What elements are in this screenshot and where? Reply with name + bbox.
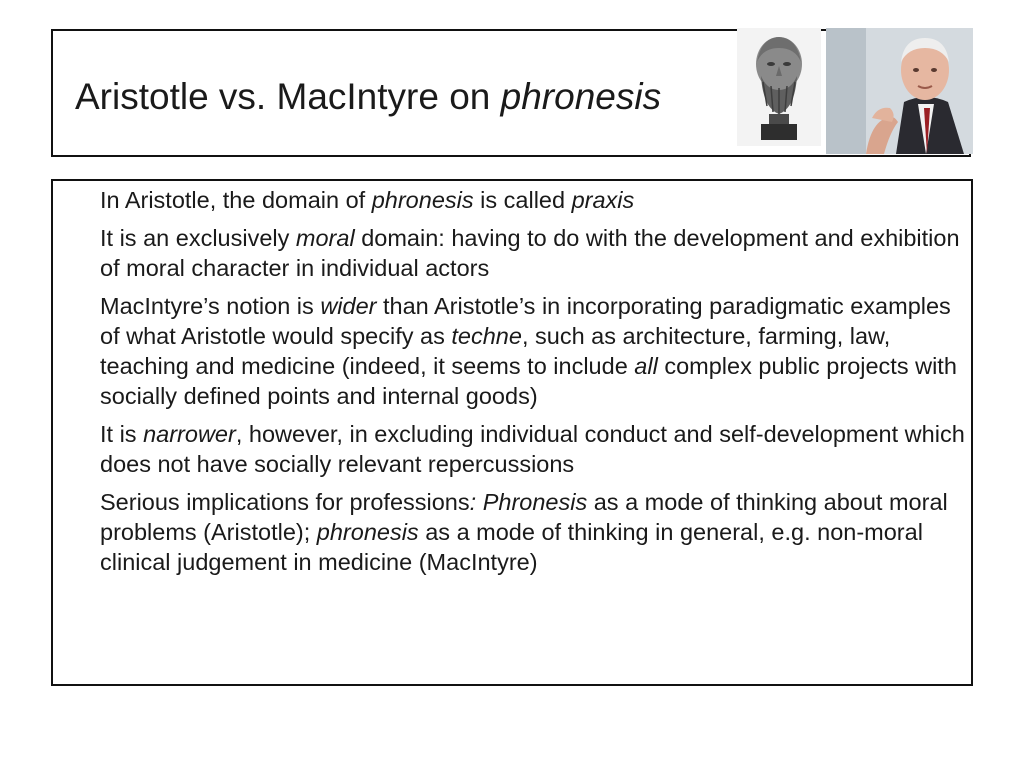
emphasis-text: praxis bbox=[571, 187, 635, 213]
bullet-text: It is an exclusively bbox=[100, 225, 296, 251]
emphasis-text: phronesis bbox=[371, 187, 474, 213]
macintyre-portrait-icon bbox=[826, 28, 973, 154]
bullet-item bbox=[100, 223, 970, 283]
bullet-text: as a mode of thinking about moral problems (Aristotle); bbox=[100, 489, 948, 545]
bullet-item bbox=[100, 291, 970, 411]
emphasis-text: wider bbox=[320, 293, 377, 319]
bullet-list bbox=[100, 185, 970, 585]
emphasis-text: narrower bbox=[143, 421, 236, 447]
content-box bbox=[51, 179, 973, 686]
aristotle-bust-icon bbox=[737, 28, 821, 146]
aristotle-bust-photo bbox=[737, 28, 821, 146]
bullet-text: than Aristotle’s in incorporating paradigmatic examples of what Aristotle would specify as bbox=[100, 293, 951, 349]
bullet-text: It is bbox=[100, 421, 144, 447]
bullet-text: is called bbox=[473, 187, 572, 213]
emphasis-text: : Phronesis bbox=[469, 489, 588, 515]
macintyre-portrait-photo bbox=[826, 28, 973, 154]
bullet-item bbox=[100, 487, 970, 577]
bullet-text: complex public projects with socially defined points and internal goods) bbox=[100, 353, 957, 409]
bullet-item bbox=[100, 185, 970, 215]
bullet-text: as a mode of thinking in general, e.g. non-moral clinical judgement in medicine (MacIntyre) bbox=[100, 519, 923, 575]
emphasis-text: moral bbox=[295, 225, 355, 251]
bullet-text: Serious implications for professions bbox=[100, 489, 470, 515]
emphasis-text: all bbox=[634, 353, 658, 379]
bullet-text: domain: having to do with the development and exhibition of moral character in individual actors bbox=[100, 225, 960, 281]
slide-title-emphasis: phronesis bbox=[500, 76, 662, 117]
slide-title-main: Aristotle vs. MacIntyre on bbox=[75, 76, 501, 117]
bullet-item bbox=[100, 419, 970, 479]
emphasis-text: techne bbox=[451, 323, 522, 349]
emphasis-text: phronesis bbox=[316, 519, 419, 545]
bullet-text: MacIntyre’s notion is bbox=[100, 293, 321, 319]
bullet-text: In Aristotle, the domain of bbox=[100, 187, 372, 213]
bullet-text: , however, in excluding individual conduct and self-development which does not have socially relevant repercussions bbox=[100, 421, 965, 477]
bullet-text: , such as architecture, farming, law, teaching and medicine (indeed, it seems to include bbox=[100, 323, 891, 379]
slide-title bbox=[75, 75, 661, 119]
